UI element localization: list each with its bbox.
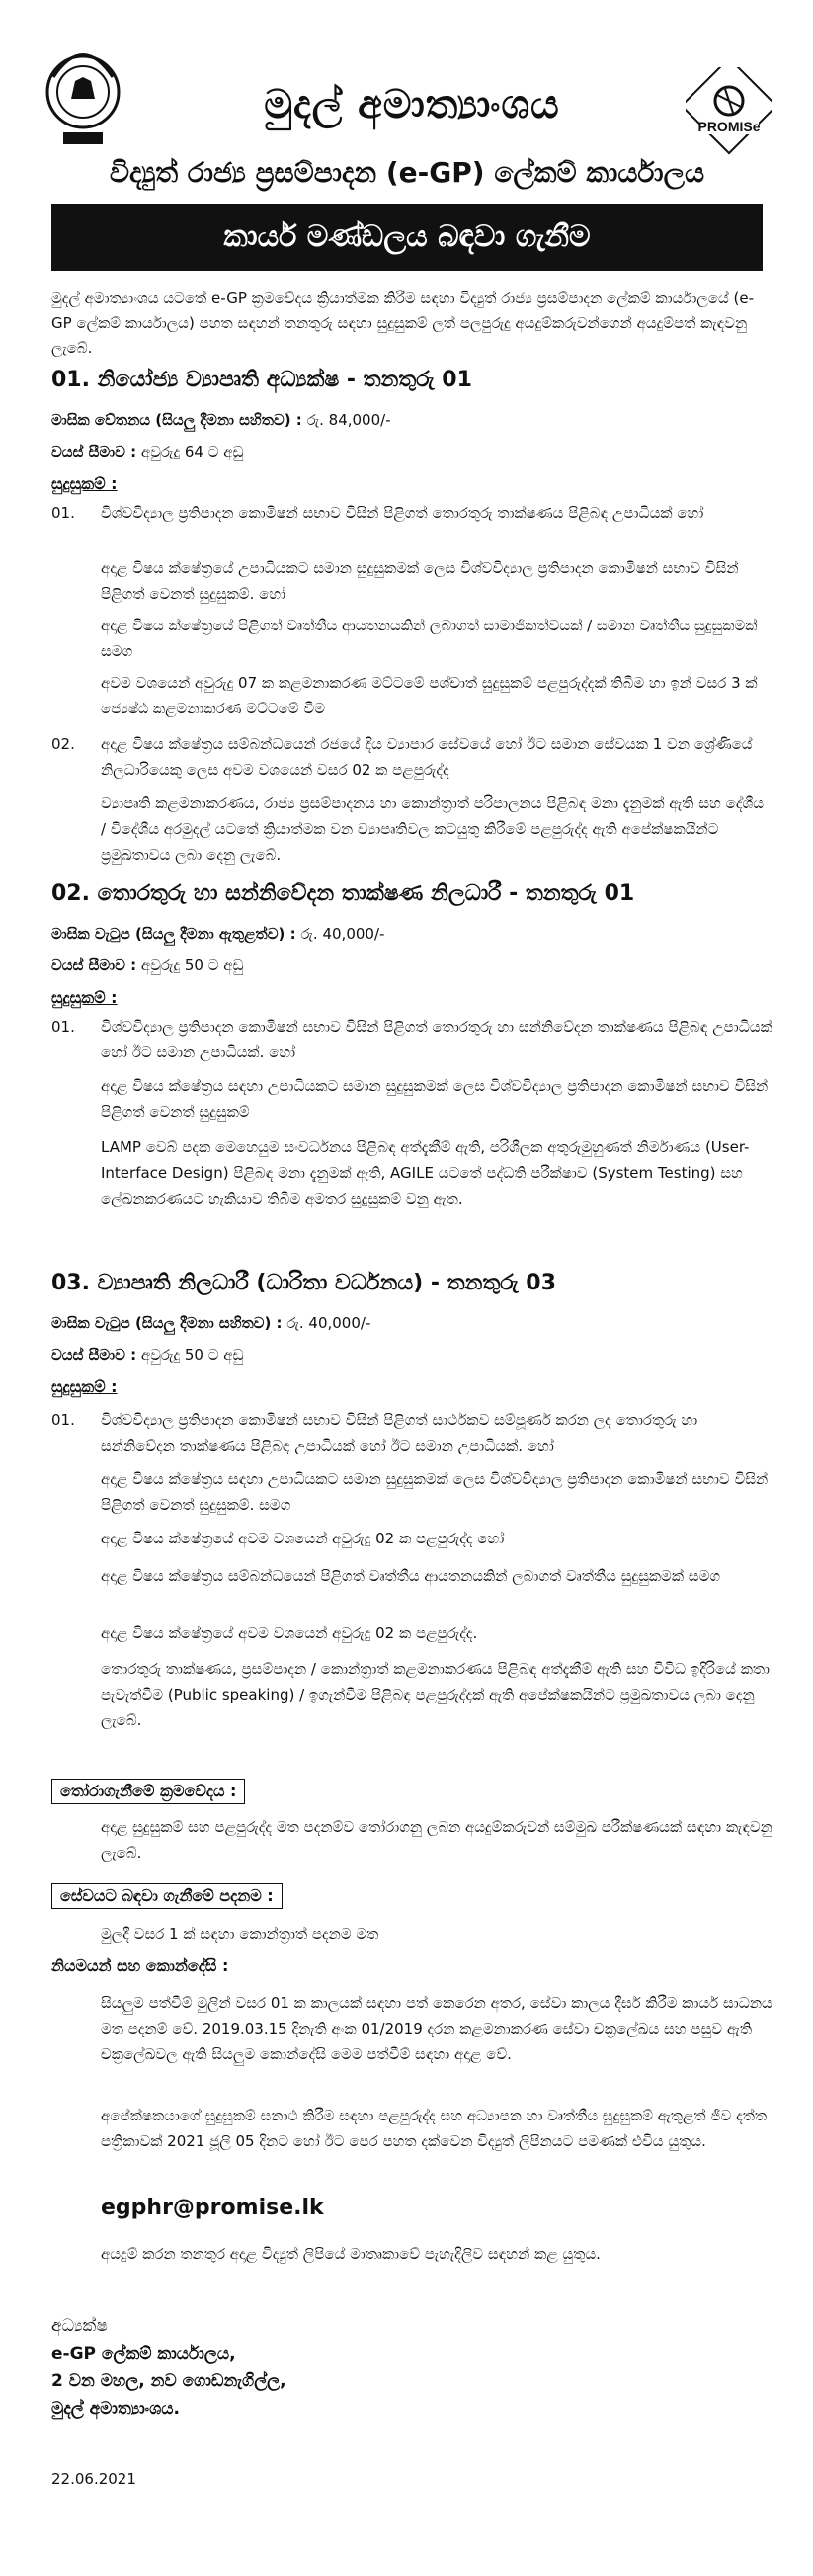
application-email[interactable]: egphr@promise.lk <box>101 2196 324 2220</box>
terms-t2: අපේක්ෂකයාගේ සුදුසුකම් සනාථ කිරීම සඳහා පළපුරුද්ද සහ අධ්‍යාපන හා වෘත්තීය සුදුසුකම් ඇතුළත් ජීව දත්ත පත්‍රිකාවක් 2021 ජූලි 05 දිනට හෝ ඊට පෙර පහත දක්වෙන විද්‍යුත් ලිපිනයට පමණක් එවිය යුතුය. <box>101 2107 768 2150</box>
section-3-q1: විශ්වවිද්‍යාල ප්‍රතිපාදන කොමිෂන් සභාව විසින් පිළිගත් සාර්ථකව සම්පූර්ණ කරන ලද තොරතුරු හා සන්නිවේදන තාක්ෂණය පිළිබඳ උපාධියක් හෝ ඊට සමාන උපාධියක්. හෝ <box>101 1411 698 1454</box>
section-2-age: වයස් සීමාව : අවුරුදු 50 ට අඩු <box>51 956 244 974</box>
intro-paragraph: මුදල් අමාත්‍යාංශය යටතේ e-GP ක්‍රමවේදය ක්‍රියාත්මක කිරීම සඳහා විද්‍යුත් රාජ්‍ය ප්‍රසම්පාදන ලේකම් කාර්යාලයේ (e-GP ලේකම් කාර්යාලය) පහත සඳහන් තනතුරු සඳහා සුදුසුකම් ලත් පලපුරුදු අයදුම්කරුවන්ගෙන් අයදුම්පත් කැඳවනු ලැබේ. <box>51 290 755 357</box>
signature-block <box>51 2312 286 2423</box>
selection-label: තෝරාගැනීමේ ක්‍රමවේදය : <box>51 1779 245 1804</box>
signature-address-2: මුදල් අමාත්‍යාංශය. <box>51 2399 180 2419</box>
signature-address-1: 2 වන මහල, නව ගොඩනැගිල්ල, <box>51 2371 286 2391</box>
section-1-q1: විශ්වවිද්‍යාල ප්‍රතිපාදන කොමිෂන් සභාව විසින් පිළිගත් තොරතුරු තාක්ෂණය පිළිබඳ උපාධියක් හෝ <box>101 504 704 522</box>
recruitment-label: සේවයට බඳවා ගැනීමේ පදනම : <box>51 1883 283 1909</box>
section-1-qual-label: සුදුසුකම් : <box>51 474 118 493</box>
section-2-q1b: අදාළ විෂය ක්ෂේත්‍රය සඳහා උපාධියකට සමාන සුදුසුකමක් ලෙස විශ්වවිද්‍යාල ප්‍රතිපාදන කොමිෂන් සභාව විසින් පිළිගත් වෙනත් සුදුසුකම් <box>101 1077 769 1121</box>
notice-page <box>22 0 792 2576</box>
section-2-q1: විශ්වවිද්‍යාල ප්‍රතිපාදන කොමිෂන් සභාව විසින් පිළිගත් තොරතුරු හා සන්නිවේදන තාක්ෂණය පිළිබඳ උපාධියක් හෝ ඊට සමාන උපාධියක්. හෝ <box>101 1018 772 1061</box>
section-1-item-2-num: 02. <box>51 735 75 753</box>
recruitment-banner: කාර්ය මණ්ඩලය බඳවා ගැනීම <box>51 204 763 271</box>
section-2-salary: මාසික වැටුප (සියලු දීමනා ඇතුළත්ව) : රු. 40,000/- <box>51 925 385 943</box>
section-2-title: 02. තොරතුරු හා සන්නිවේදන තාක්ෂණ නිලධාරී - තනතුරු 01 <box>51 881 635 906</box>
section-1-salary: මාසික වේතනය (සියලු දීමනා සහිතව) : රු. 84,000/- <box>51 411 391 429</box>
section-3-q1d: අදාළ විෂය ක්ෂේත්‍රය සම්බන්ධයෙන් පිළිගත් වෘත්තීය ආයතනයකින් ලබාගත් වෘත්තීය සුදුසුකමක් සමග <box>101 1567 721 1585</box>
section-3-q1c: අදාළ විෂය ක්ෂේත්‍රයේ අවම වශයෙන් අවුරුදු 02 ක පළපුරුද්ද හෝ <box>101 1530 505 1547</box>
section-1-age: වයස් සීමාව : අවුරුදු 64 ට අඩු <box>51 443 244 460</box>
section-3-q1f: තොරතුරු තාක්ෂණය, ප්‍රසම්පාදන / කොන්ත්‍රාත් කළමනාකරණය පිළිබඳ අත්දැකීම් ඇති සහ විවිධ ඉදිරියේ කතා පැවැත්වීම (Public speaking) / ඉගැන්වීම පිළිබඳ පළපුරුද්දක් ඇති අපේක්ෂකයින්ට ප්‍රමුඛතාවය ලබා දෙනු ලැබේ. <box>101 1660 770 1729</box>
section-1-q1d: අවම වශයෙන් අවුරුදු 07 ක කළමනාකරණ මට්ටමේ පශ්චාත් සුදුසුකම් පළපුරුද්දක් තිබීම හා ඉන් වසර 3 ක් ජ්‍යෙෂ්ඨ කළමනාකරණ මට්ටමේ වීම <box>101 674 758 717</box>
signature-office: e-GP ලේකම් කාර්යාලය, <box>51 2344 236 2364</box>
section-3-qual-label: සුදුසුකම් : <box>51 1377 118 1396</box>
section-1-q2b: ව්‍යාපෘති කළමනාකරණය, රාජ්‍ය ප්‍රසම්පාදනය හා කොන්ත්‍රාත් පරිපාලනය පිළිබඳ මනා දැනුමක් ඇති සහ දේශීය / විදේශීය අරමුදල් යටතේ ක්‍රියාත්මක වන ව්‍යාපෘතිවල කටයුතු කිරීමේ පළපුරුද්ද ඇති අපේක්ෂකයින්ට ප්‍රමුඛතාවය ලබා දෙනු ලැබේ. <box>101 794 764 864</box>
section-2-qual-label: සුදුසුකම් : <box>51 988 118 1007</box>
section-3-q1b: අදාළ විෂය ක්ෂේත්‍රය සඳහා උපාධියකට සමාන සුදුසුකමක් ලෙස විශ්වවිද්‍යාල ප්‍රතිපාදන කොමිෂන් සභාව විසින් පිළිගත් වෙනත් සුදුසුකම්. සමග <box>101 1470 769 1514</box>
section-1-item-1-num: 01. <box>51 504 75 522</box>
section-1-q1b: අදාළ විෂය ක්ෂේත්‍රයේ උපාධියකට සමාන සුදුසුකමක් ලෙස විශ්වවිද්‍යාල ප්‍රතිපාදන කොමිෂන් සභාව විසින් පිළිගත් වෙනත් සුදුසුකම්. හෝ <box>101 559 739 603</box>
terms-t3: අයදුම් කරන තනතුර අදාළ විද්‍යුත් ලිපියේ මාතෘකාවේ පැහැදිලිව සඳහන් කළ යුතුය. <box>101 2245 601 2263</box>
section-1-q1c: අදාළ විෂය ක්ෂේත්‍රයේ පිළිගත් වෘත්තීය ආයතනයකින් ලබාගත් සාමාජිකත්වයක් / සමාන වෘත්තීය සුදුසුකමක් සමග <box>101 617 758 660</box>
terms-label: නියමයන් සහ කොන්දේසි : <box>51 1956 229 1975</box>
header <box>41 28 772 176</box>
ministry-title: මුදල් අමාත්‍යාංශය <box>264 82 560 127</box>
recruitment-text: මුලදී වසර 1 ක් සඳහා කොන්ත්‍රාත් පදනම මත <box>101 1925 379 1943</box>
notice-date: 22.06.2021 <box>51 2470 136 2488</box>
section-3-age: වයස් සීමාව : අවුරුදු 50 ට අඩු <box>51 1346 244 1364</box>
promise-logo-icon <box>686 67 772 161</box>
selection-text: අදාළ සුදුසුකම් සහ පළපුරුද්ද මත පදනම්ව තෝරාගනු ලබන අයදුම්කරුවන් සම්මුඛ පරීක්ෂණයක් සඳහා කැඳවනු ලැබේ. <box>101 1818 772 1862</box>
section-3-q1e: අදාළ විෂය ක්ෂේත්‍රයේ අවම වශයෙන් අවුරුදු 02 ක පළපුරුද්ද. <box>101 1624 478 1642</box>
section-2-item-1-num: 01. <box>51 1018 75 1036</box>
sri-lanka-emblem-icon <box>41 38 125 156</box>
section-3-salary: මාසික වැටුප (සියලු දීමනා සහිතව) : රු. 40,000/- <box>51 1314 371 1332</box>
section-2-q1c: LAMP වෙබ් පදක මෙහෙයුම සංවර්ධනය පිළිබඳ අත්දැකීම් ඇති, පරිශීලක අතුරුමුහුණත් නිර්මාණය (User-Interface Design) පිළිබඳ මනා දැනුමක් ඇති, AGILE යටතේ පද්ධති පරීක්ෂාව (System Testing) සහ ලේඛනකරණයට හැකියාව තිබීම අමතර සුදුසුකම් වනු ඇත. <box>101 1138 750 1207</box>
section-3-item-1-num: 01. <box>51 1411 75 1429</box>
section-1-q2: අදාළ විෂය ක්ෂේත්‍රය සම්බන්ධයෙන් රජයේ දිය ව්‍යාපාර සේවයේ හෝ ඊට සමාන සේවයක 1 වන ශ්‍රේණියේ නිලධාරියෙකු ලෙස අවම වශයෙන් වසර 02 ක පළපුරුද්ද <box>101 735 753 779</box>
terms-t1: සියලුම පත්වීම් මුලින් වසර 01 ක කාලයක් සඳහා පත් කෙරෙන අතර, සේවා කාලය දීර්ඝ කිරීම කාර්ය සාධනය මත පදනම් වේ. 2019.03.15 දිනැති අංක 01/2019 දරන කළමනාකරණ සේවා චක්‍රලේඛය සහ පසුව ඇති චක්‍රලේඛවල ඇති සියලුම කොන්දේසි මෙම පත්වීම් සඳහා අදාළ වේ. <box>101 1994 772 2063</box>
office-title: විද්‍යුත් රාජ්‍ය ප්‍රසම්පාදන (e-GP) ලේකම් කාර්යාලය <box>109 156 705 189</box>
signature-title: අධ්‍යක්ෂ <box>51 2316 108 2336</box>
section-1-title: 01. නියෝජ්‍ය ව්‍යාපෘති අධ්‍යක්ෂ - තනතුරු 01 <box>51 368 472 392</box>
section-3-title: 03. ව්‍යාපෘති නිලධාරී (ධාරිතා වර්ධනය) - තනතුරු 03 <box>51 1271 556 1295</box>
promise-logo-text: PROMISe <box>697 119 761 134</box>
